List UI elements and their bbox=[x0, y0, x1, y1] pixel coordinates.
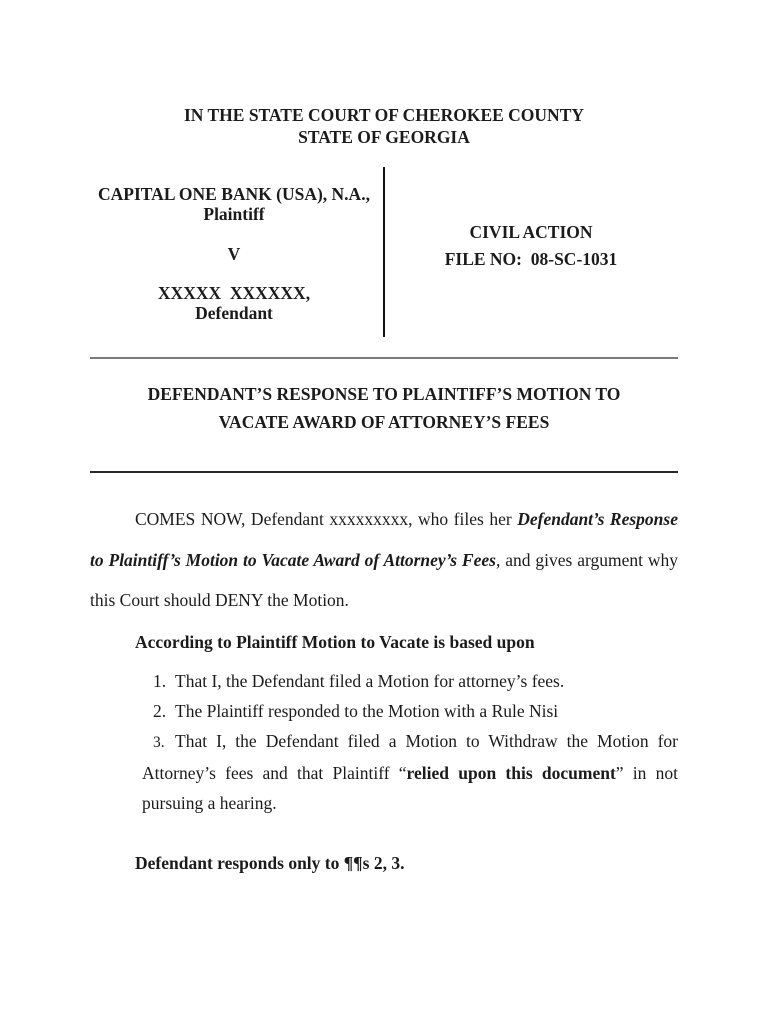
plaintiff-label: Plaintiff bbox=[203, 204, 265, 224]
court-header bbox=[0, 104, 768, 148]
state-name: STATE OF GEORGIA bbox=[298, 127, 470, 147]
list-item-1-number: 1. bbox=[153, 671, 167, 691]
list-item-3-text-post: ” in not pursuing a hearing. bbox=[142, 763, 678, 813]
horizontal-rule-bottom bbox=[90, 471, 678, 473]
list-item-3 bbox=[142, 726, 678, 818]
caption-case-info bbox=[384, 219, 678, 273]
document-title bbox=[90, 380, 678, 436]
opening-paragraph bbox=[90, 499, 678, 621]
responds-line: Defendant responds only to ¶¶s 2, 3. bbox=[135, 853, 405, 873]
opening-text-post: , and gives argument why this Court should DENY the Motion. bbox=[90, 549, 678, 610]
numbered-list bbox=[142, 666, 678, 818]
defendant-name: XXXXX XXXXXX, bbox=[157, 283, 311, 303]
list-item-2 bbox=[142, 696, 678, 726]
plaintiff-name: CAPITAL ONE BANK (USA), N.A., bbox=[98, 184, 370, 204]
opening-text-pre: COMES NOW, Defendant xxxxxxxxx, who files her bbox=[135, 509, 518, 529]
caption-parties bbox=[90, 184, 378, 323]
according-line: According to Plaintiff Motion to Vacate is based upon bbox=[135, 632, 535, 652]
file-number: FILE NO: 08-SC-1031 bbox=[444, 249, 618, 269]
title-line-2: VACATE AWARD OF ATTORNEY’S FEES bbox=[218, 412, 550, 432]
versus-marker: V bbox=[227, 244, 241, 264]
opening-text-emphasis: Defendant’s Response to Plaintiff’s Motion to Vacate Award of Attorney’s Fees bbox=[90, 509, 678, 570]
list-item-1-text: That I, the Defendant filed a Motion for attorney’s fees. bbox=[175, 671, 565, 691]
court-name: IN THE STATE COURT OF CHEROKEE COUNTY bbox=[183, 105, 584, 125]
list-item-3-text-bold: relied upon this document bbox=[406, 763, 616, 783]
list-item-2-number: 2. bbox=[153, 701, 167, 721]
list-item-3-text-pre: That I, the Defendant filed a Motion to Withdraw the Motion for Attorney’s fees and that Plaintiff “ bbox=[142, 731, 678, 783]
list-item-1 bbox=[142, 666, 678, 696]
civil-action-label: CIVIL ACTION bbox=[469, 222, 593, 242]
list-item-3-number: 3. bbox=[153, 734, 165, 751]
defendant-label: Defendant bbox=[195, 303, 273, 323]
list-item-2-text: The Plaintiff responded to the Motion with a Rule Nisi bbox=[175, 701, 559, 721]
horizontal-rule-top bbox=[90, 357, 678, 359]
title-line-1: DEFENDANT’S RESPONSE TO PLAINTIFF’S MOTION TO bbox=[147, 384, 621, 404]
